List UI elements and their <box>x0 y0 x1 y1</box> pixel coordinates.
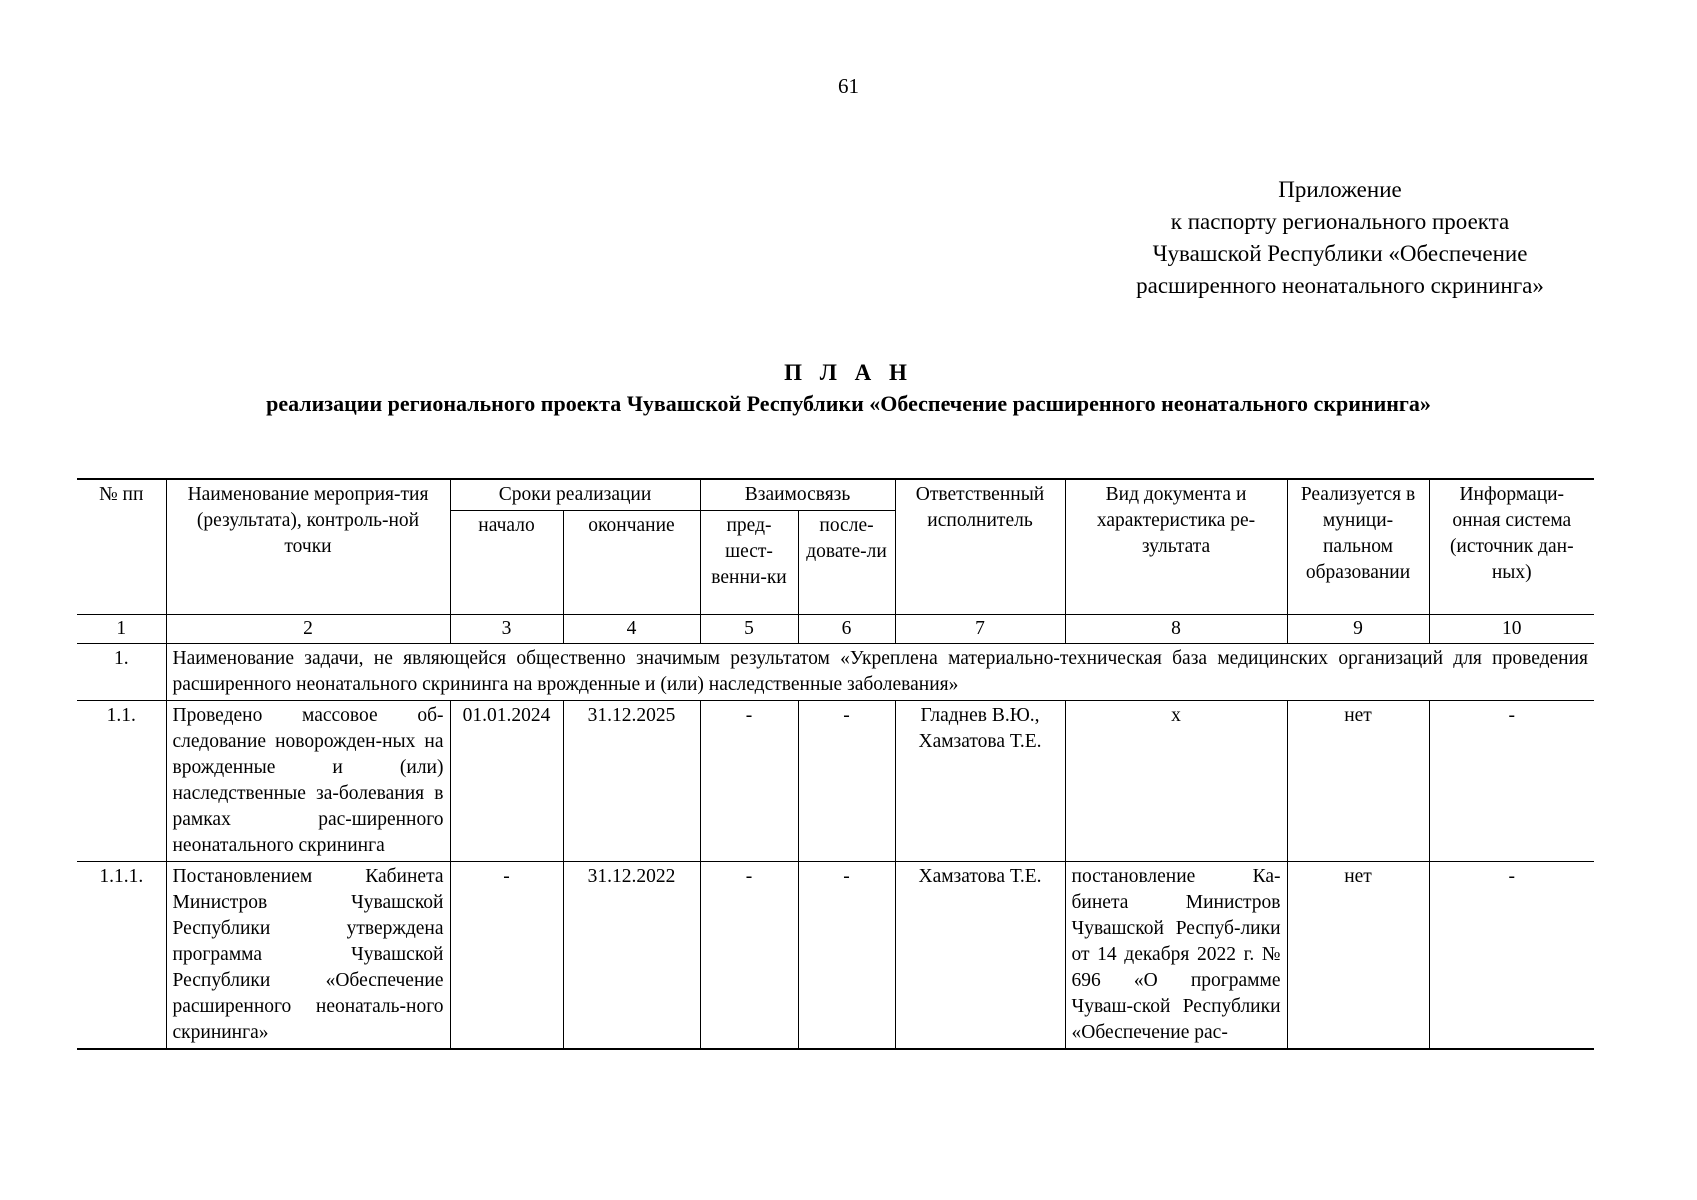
column-number: 3 <box>450 615 563 644</box>
row-start: 01.01.2024 <box>450 701 563 862</box>
header-successors: после-довате-ли <box>798 511 895 615</box>
task-text: Наименование задачи, не являющейся общественно значимым результатом «Укреплена материально-техническая база медицинских организаций для проведения расширенного неонатального скрининга на врожденные и (или) наследственные заболевания» <box>166 644 1594 701</box>
table-row <box>77 701 1594 862</box>
row-succ: - <box>798 862 895 1050</box>
row-name: Постановлением Кабинета Министров Чувашской Республики утверждена программа Чувашской Республики «Обеспечение расширенного неонаталь-ного скрининга» <box>166 862 450 1050</box>
appendix-note <box>1100 174 1580 302</box>
row-pred: - <box>700 701 798 862</box>
header-num: № пп <box>77 479 166 615</box>
header-dates-group: Сроки реализации <box>450 479 700 511</box>
column-number: 9 <box>1287 615 1429 644</box>
row-responsible: Хамзатова Т.Е. <box>895 862 1065 1050</box>
row-num: 1.1. <box>77 701 166 862</box>
header-municipal: Реализуется в муници-пальном образовании <box>1287 479 1429 615</box>
column-number: 10 <box>1429 615 1594 644</box>
appendix-line: к паспорту регионального проекта <box>1170 209 1510 234</box>
appendix-line: Приложение <box>1278 177 1402 202</box>
column-number: 4 <box>563 615 700 644</box>
row-end: 31.12.2022 <box>563 862 700 1050</box>
column-number: 8 <box>1065 615 1287 644</box>
row-municipal: нет <box>1287 701 1429 862</box>
row-pred: - <box>700 862 798 1050</box>
header-name: Наименование мероприя-тия (результата), контроль-ной точки <box>166 479 450 615</box>
row-name: Проведено массовое об-следование новорожден-ных на врожденные и (или) наследственные за-болевания в рамках рас-ширенного неонатального скрининга <box>166 701 450 862</box>
row-succ: - <box>798 701 895 862</box>
plan-title: П Л А Н <box>784 360 913 385</box>
row-doc: x <box>1065 701 1287 862</box>
header-end: окончание <box>563 511 700 615</box>
plan-subtitle: реализации регионального проекта Чувашской Республики «Обеспечение расширенного неонатального скрининга» <box>266 391 1431 416</box>
column-number: 1 <box>77 615 166 644</box>
task-num: 1. <box>77 644 166 701</box>
plan-table <box>77 478 1594 1050</box>
header-doc: Вид документа и характеристика ре-зультата <box>1065 479 1287 615</box>
appendix-line: расширенного неонатального скрининга» <box>1136 273 1544 298</box>
header-responsible: Ответственный исполнитель <box>895 479 1065 615</box>
header-start: начало <box>450 511 563 615</box>
row-num: 1.1.1. <box>77 862 166 1050</box>
page-number: 61 <box>838 74 859 98</box>
row-info: - <box>1429 701 1594 862</box>
row-doc: постановление Ка-бинета Министров Чувашской Респуб-лики от 14 декабря 2022 г. № 696 «О программе Чуваш-ской Республики «Обеспечение рас- <box>1065 862 1287 1050</box>
row-municipal: нет <box>1287 862 1429 1050</box>
row-end: 31.12.2025 <box>563 701 700 862</box>
column-number: 2 <box>166 615 450 644</box>
row-start: - <box>450 862 563 1050</box>
column-number-row <box>77 615 1594 644</box>
appendix-line: Чувашской Республики «Обеспечение <box>1152 241 1528 266</box>
header-predecessors: пред-шест-венни-ки <box>700 511 798 615</box>
column-number: 7 <box>895 615 1065 644</box>
task-row <box>77 644 1594 701</box>
table-row <box>77 862 1594 1050</box>
header-link-group: Взаимосвязь <box>700 479 895 511</box>
column-number: 6 <box>798 615 895 644</box>
row-responsible: Гладнев В.Ю., Хамзатова Т.Е. <box>895 701 1065 862</box>
row-info: - <box>1429 862 1594 1050</box>
column-number: 5 <box>700 615 798 644</box>
header-info-system: Информаци-онная система (источник дан-ных) <box>1429 479 1594 615</box>
